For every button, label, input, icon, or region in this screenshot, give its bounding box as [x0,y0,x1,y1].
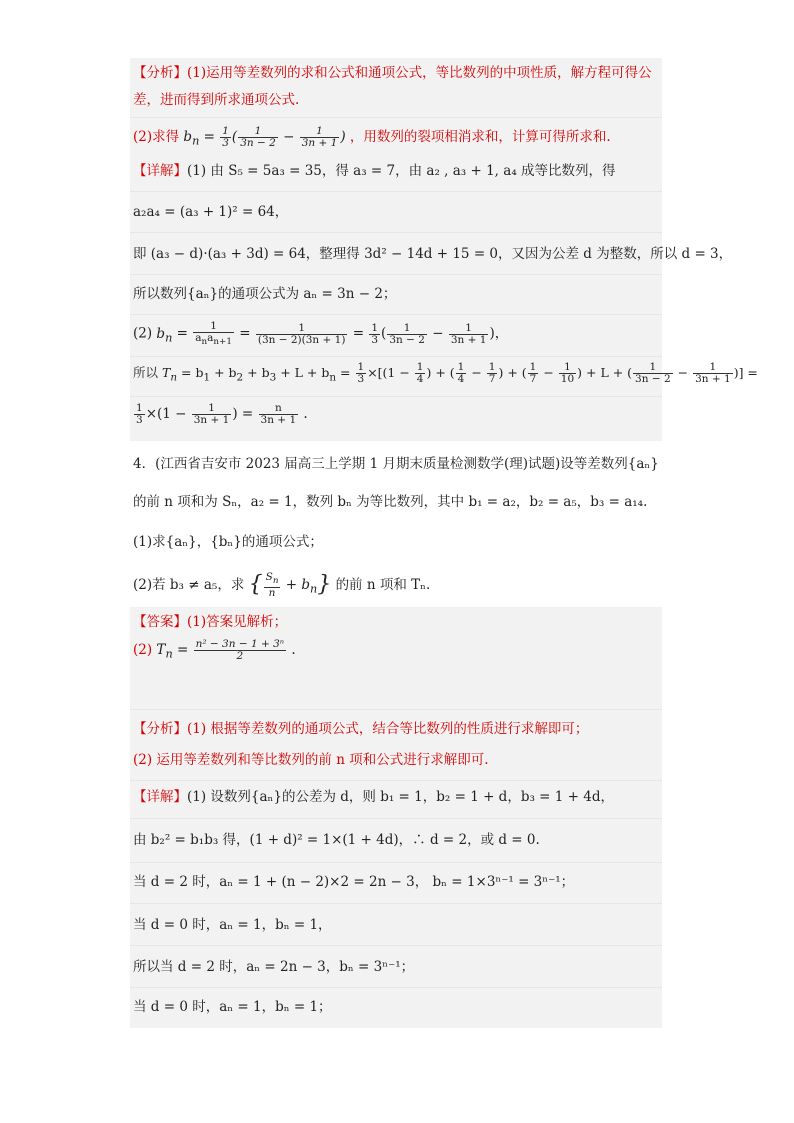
analysis-text-3-post: ，用数列的裂项相消求和，计算可得所求和. [349,129,611,146]
analysis-tag: 【分析】 [133,65,187,81]
detail2-line-2: 由 b₂² = b₁b₃ 得，(1 + d)² = 1×(1 + 4d)，∴ d = 2，或 d = 0. [130,818,662,862]
question-text-4-post: 的前 n 项和 Tₙ. [335,576,431,593]
detail-line-1 [130,154,662,191]
answer-text-1: (1)答案见解析； [187,614,288,630]
detail-text-1: (1) 由 S₅ = 5a₃ = 35，得 a₃ = 7，由 a₂ , a₃ + 1, a₄ 成等比数列，得 [187,163,616,179]
detail-tag: 【详解】 [133,163,187,179]
detail2-line-5: 所以当 d = 2 时，aₙ = 2n − 3，bₙ = 3ⁿ⁻¹； [130,945,662,987]
detail-line-2: a₂a₄ = (a₃ + 1)² = 64， [130,191,662,232]
question-line-4 [130,564,662,607]
solution-block-2 [130,709,662,1028]
detail2-text-1: (1) 设数列{aₙ}的公差为 d，则 b₁ = 1，b₂ = 1 + d，b₃ = 1 + 4d， [187,789,614,805]
solution-block-1 [130,58,758,441]
answer-text-2-pre: (2) [133,642,153,659]
analysis2-tag: 【分析】 [133,721,187,737]
analysis-line-2: 差，进而得到所求通项公式. [133,92,300,108]
document-page [130,58,758,1028]
question-line-1: 4．(江西省吉安市 2023 届高三上学期 1 月期末质量检测数学(理)试题)设等差数列{aₙ} [133,456,659,472]
question-formula: { $\frac{S_n}{n}$ + $b_n$} [248,571,332,599]
analysis-line-3 [130,117,662,154]
question-4 [130,441,662,607]
detail2-line-6: 当 d = 0 时，aₙ = 1，bₙ = 1； [130,987,662,1028]
detail-line-3: 即 (a₃ − d)·(a₃ + 3d) = 64，整理得 3d² − 14d + 15 = 0，又因为公差 d 为整数，所以 d = 3， [130,232,662,274]
answer-tag: 【答案】 [133,614,187,630]
answer-text-2-post: . [291,642,296,659]
answer-formula: $T_n$ = $\frac{\text{n² − 3n − 1 + 3ⁿ}}{2}$ [156,638,285,663]
analysis2-text-1: (1) 根据等差数列的通项公式，结合等比数列的性质进行求解即可； [187,721,589,737]
question-text-4-pre: (2)若 b₃ ≠ a₅，求 [133,576,245,593]
detail2-line-1 [130,780,662,818]
question-line-2: 的前 n 项和为 Sₙ，a₂ = 1，数列 bₙ 为等比数列，其中 b₁ = a₂，b₂ = a₅，b₃ = a₁₄. [133,494,648,510]
answer-line-2 [130,637,662,680]
analysis-text-3-pre: (2)求得 [133,129,180,146]
detail2-line-4: 当 d = 0 时，aₙ = 1，bₙ = 1， [130,903,662,945]
detail-line-5: (2) $b_n$ = $\frac{1}{a_na_{n+1}}$ = $\frac{1}{(3n - 2)(3n + 1)}$ = $\frac{1}{3}$ ( $\frac{1}{3n - 2}$ − $\frac{1}{3n + 1}$ )， [130,314,662,356]
analysis-formula: $b_n$ = $\frac{1}{3}$ ( $\frac{1}{3n - 2}$ − $\frac{1}{3n + 1}$ ) [183,125,346,150]
analysis2-line-1 [130,709,662,747]
analysis2-line-2: (2) 运用等差数列和等比数列的前 n 项和公式进行求解即可. [133,752,489,768]
analysis-text-1: (1)运用等差数列的求和公式和通项公式，等比数列的中项性质，解方程可得公 [187,65,652,81]
answer-block [130,607,662,709]
detail-line-4: 所以数列{aₙ}的通项公式为 aₙ = 3n − 2； [130,274,662,314]
detail-line-6: 所以 $T_n = b_1 + b_2 + b_3 + L + b_n$ = $\frac{1}{3}$ ×[(1 − $\frac{1}{4}$ ) + ( $\frac{1}{4}$ − $\frac{1}{7}$ ) + ( $\frac{1}{7}$ − $\frac{1}{10}$ ) + L + ( $\frac{1}{3n - 2}$ − $\frac{1}{3n + 1}$ )] = [130,356,662,396]
detail2-line-3: 当 d = 2 时，aₙ = 1 + (n − 2)×2 = 2n − 3， bₙ = 1×3ⁿ⁻¹ = 3ⁿ⁻¹； [130,862,662,903]
analysis-line-1 [130,58,662,87]
answer-line-1 [130,607,662,637]
answer-spacer [130,680,662,709]
detail-line-7: $\frac{1}{3}$ ×(1 − $\frac{1}{3n + 1}$ ) = $\frac{n}{3n + 1}$ . [130,396,662,441]
detail2-tag: 【详解】 [133,789,187,805]
question-line-3: (1)求{aₙ}，{bₙ}的通项公式； [133,534,323,550]
